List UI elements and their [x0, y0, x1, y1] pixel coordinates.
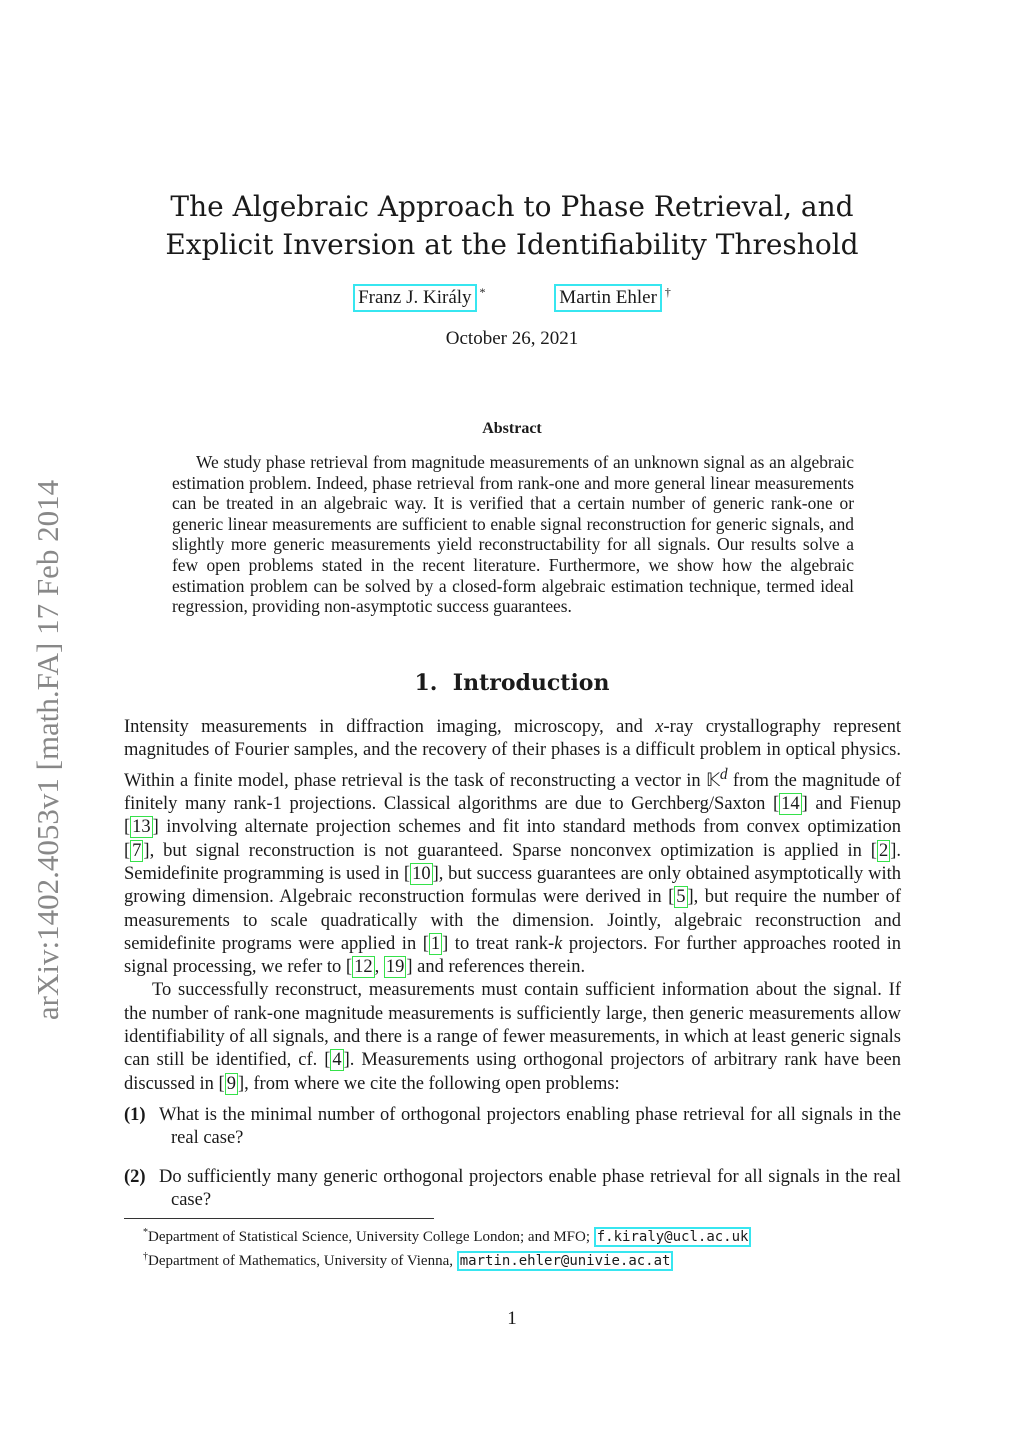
citation-7[interactable]: 7 — [132, 840, 142, 861]
author-ehler-link[interactable]: Martin Ehler — [554, 284, 662, 312]
author-kiraly-link[interactable]: Franz J. Király — [353, 284, 476, 312]
footnotes — [143, 1223, 883, 1271]
section-number: 1. — [414, 670, 438, 696]
citation-13[interactable]: 13 — [132, 817, 151, 838]
author-ehler — [554, 284, 671, 312]
math-x: x — [655, 717, 664, 737]
citation-14[interactable]: 14 — [781, 794, 800, 815]
intro-paragraph-1: Intensity measurements in diffraction imaging, microscopy, and x-ray crystallography represent magnitudes of Fourier samples, and the recovery of their phases is a difficult problem in optical physics. Within a finite model, phase retrieval is the task of reconstructing a vector in 𝕂$^d$ from the magnitude of finitely many rank-1 projections. Classical algorithms are due to Gerchberg/Saxton [ 14 ] and Fienup [ 13 ] involving alternate projection schemes and fit into standard methods from convex optimization [ 7 ], but signal reconstruction is not guaranteed. Sparse nonconvex optimization is applied in [ 2 ]. Semidefinite programming is used in [ 10 ], but success guarantees are only obtained asymptotically with growing dimension. Algebraic reconstruction formulas were derived in [ 5 ], but require the number of measurements to scale quadratically with the dimension. Jointly, algebraic reconstruction and semidefinite programs were applied in [ 1 ] to treat rank-k projectors. For further approaches rooted in signal processing, we refer to [ 12 , 19 ] and references therein. — [124, 717, 901, 978]
page-number: 1 — [507, 1308, 517, 1329]
introduction-body — [124, 716, 901, 1096]
section-heading — [0, 670, 1024, 696]
paper-date: October 26, 2021 — [445, 328, 579, 349]
title-line-2: Explicit Inversion at the Identifiability Threshold — [165, 228, 859, 261]
citation-9[interactable]: 9 — [226, 1073, 236, 1094]
math-d: d — [719, 765, 728, 783]
citation-10[interactable]: 10 — [412, 863, 431, 884]
open-problem-1-label: (1) — [124, 1105, 146, 1125]
citation-5[interactable]: 5 — [676, 887, 686, 908]
open-problem-2 — [124, 1166, 901, 1213]
section-title: Introduction — [452, 670, 610, 696]
abstract-heading: Abstract — [482, 420, 542, 437]
intro-paragraph-2: To successfully reconstruct, measurements must contain sufficient information about the signal. If the number of rank-one magnitude measurements is sufficiently large, then generic measurements allow identifiability of all signals, and there is a range of fewer measurements, in which at least generic signals can still be identified, cf. [ 4 ]. Measurements using orthogonal projectors of arbitrary rank have been discussed in [ 9 ], from where we cite the following open problems: — [124, 980, 901, 1094]
citation-2[interactable]: 2 — [878, 840, 889, 861]
email-ehler-link[interactable]: martin.ehler@univie.ac.at — [457, 1251, 674, 1271]
author-ehler-mark: † — [664, 284, 671, 299]
arxiv-side-stamp — [28, 435, 68, 1065]
open-problem-2-text: Do sufficiently many generic orthogonal projectors enable phase retrieval for all signals in the real case? — [159, 1167, 901, 1211]
arxiv-identifier: arXiv:1402.4053v1 [math.FA] 17 Feb 2014 — [30, 479, 65, 1021]
math-field-k: 𝕂 — [705, 770, 720, 791]
footnote-rule — [124, 1218, 434, 1219]
open-problem-1 — [124, 1104, 901, 1151]
author-list — [0, 284, 1024, 312]
paper-title — [0, 188, 1024, 264]
math-k: k — [554, 933, 563, 954]
email-kiraly-link[interactable]: f.kiraly@ucl.ac.uk — [594, 1227, 752, 1247]
open-problem-2-label: (2) — [124, 1167, 146, 1187]
title-line-1: The Algebraic Approach to Phase Retrieval, and — [170, 190, 854, 223]
author-kiraly — [353, 284, 485, 312]
author-kiraly-mark: * — [479, 284, 486, 299]
citation-12[interactable]: 12 — [354, 957, 373, 978]
citation-4[interactable]: 4 — [332, 1050, 342, 1071]
citation-19[interactable]: 19 — [385, 957, 405, 978]
citation-1[interactable]: 1 — [430, 933, 441, 954]
abstract-text: We study phase retrieval from magnitude measurements of an unknown signal as an algebraic estimation problem. Indeed, phase retrieval from rank-one and more general linear measurements can be treated in an algebraic way. It is verified that a certain number of generic rank-one or generic linear measurements are sufficient to enable signal reconstruction for generic signals, and slightly more generic measurements yield reconstructability for all signals. Our results solve a few open problems stated in the recent literature. Furthermore, we show how the algebraic estimation problem can be solved by a closed-form algebraic estimation technique, termed ideal regression, providing non-asymptotic success guarantees. — [172, 452, 854, 617]
footnote-2: †Department of Mathematics, University of Vienna, martin.ehler@univie.ac.at — [143, 1247, 883, 1271]
open-problem-1-text: What is the minimal number of orthogonal projectors enabling phase retrieval for all signals in the real case? — [159, 1105, 901, 1149]
footnote-1: *Department of Statistical Science, University College London; and MFO; f.kiraly@ucl.ac.uk — [143, 1223, 883, 1247]
